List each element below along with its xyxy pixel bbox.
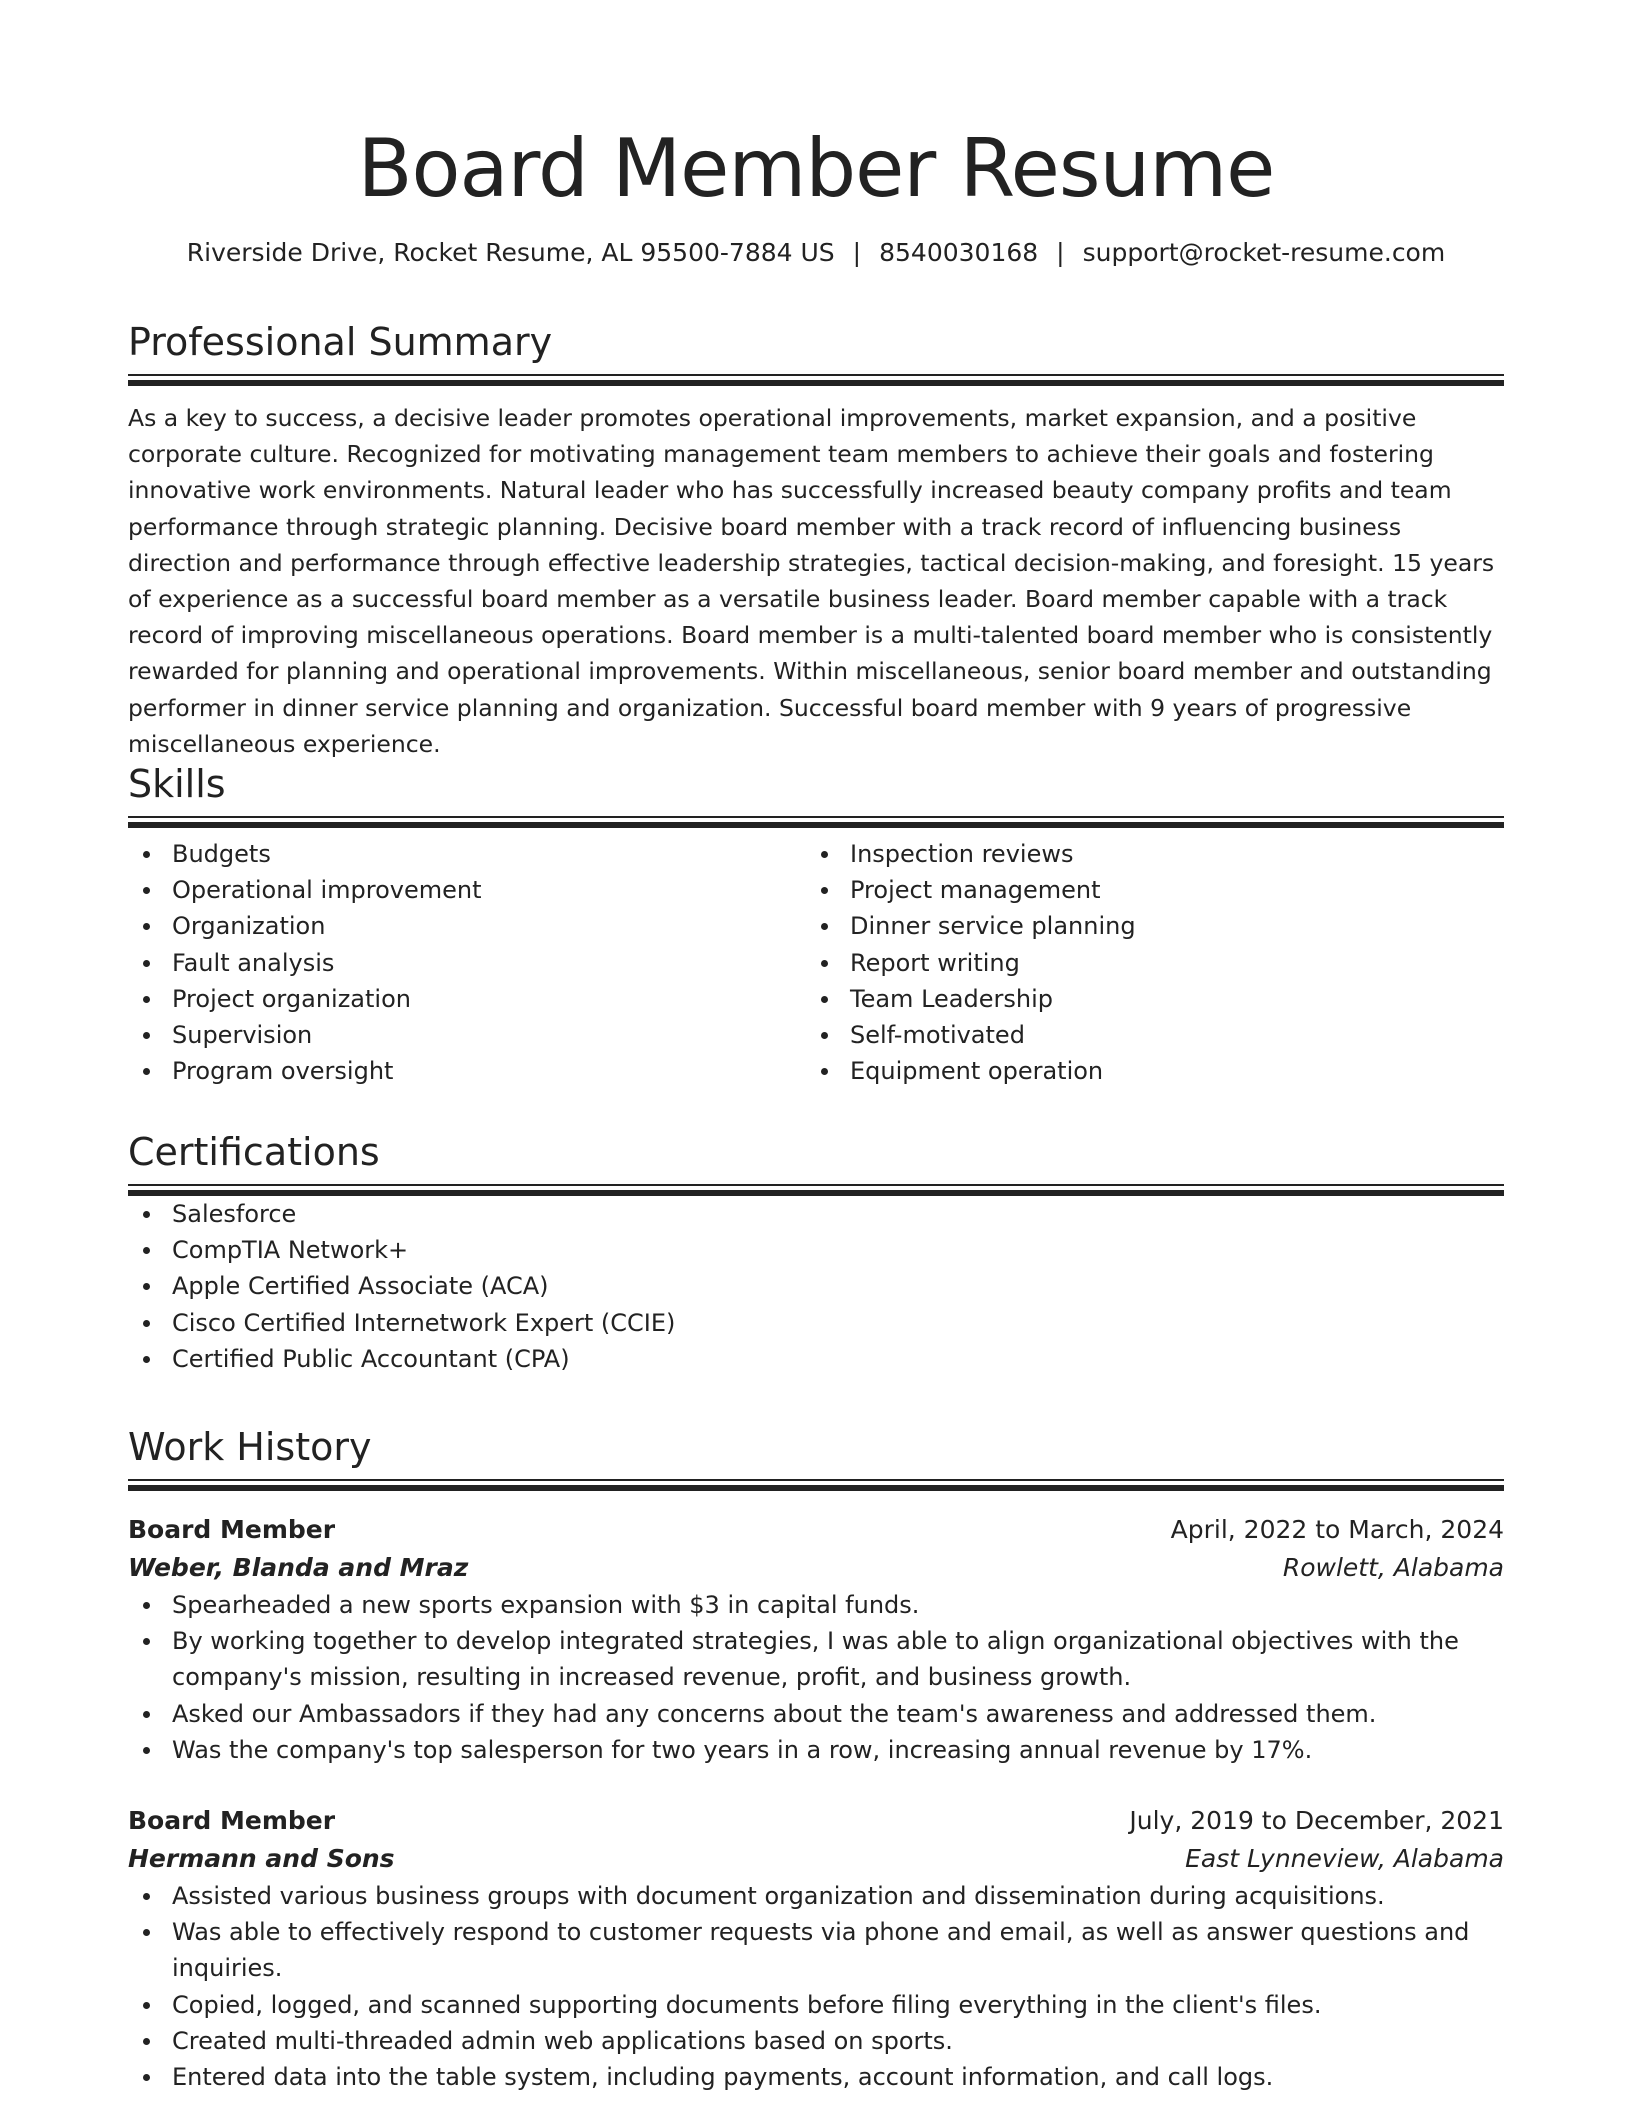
job-bullet: By working together to develop integrated strategies, I was able to align organizational objectives with the company's mission, resulting in increased revenue, profit, and business growth. <box>128 1623 1504 1695</box>
resume-title: Board Member Resume <box>357 122 1275 215</box>
job-bullet-list <box>128 1878 1504 2095</box>
skill-item: Supervision <box>128 1017 806 1053</box>
skill-item: Program oversight <box>128 1053 806 1089</box>
skills-section <box>128 760 1504 1089</box>
certification-item: Cisco Certified Internetwork Expert (CCIE) <box>128 1305 1504 1341</box>
skill-item: Equipment operation <box>806 1053 1484 1089</box>
job-bullet: Spearheaded a new sports expansion with $3 in capital funds. <box>128 1587 1504 1623</box>
skill-item: Fault analysis <box>128 945 806 981</box>
job-company-row <box>128 1549 1504 1587</box>
job-title: Board Member <box>128 1515 336 1544</box>
contact-separator: | <box>852 238 862 267</box>
contact-address: Riverside Drive, Rocket Resume, AL 95500-7884 US <box>186 238 835 267</box>
contact-phone: 8540030168 <box>879 238 1039 267</box>
section-divider <box>128 1184 1504 1196</box>
work-history-heading: Work History <box>128 1425 372 1469</box>
job-title: Board Member <box>128 1806 336 1836</box>
job-entry <box>128 1802 1504 2095</box>
job-bullet: Entered data into the table system, including payments, account information, and call logs. <box>128 2059 1504 2095</box>
certifications-section <box>128 1128 1504 1377</box>
skill-item: Report writing <box>806 945 1484 981</box>
skill-item: Operational improvement <box>128 872 806 908</box>
work-history-section <box>128 1423 1504 2095</box>
job-location: Rowlett, Alabama <box>1282 1553 1504 1582</box>
job-location: East Lynneview, Alabama <box>1185 1844 1504 1874</box>
certification-item: CompTIA Network+ <box>128 1232 1504 1268</box>
skills-right-column <box>806 836 1484 1089</box>
job-company: Weber, Blanda and Mraz <box>128 1553 469 1582</box>
skill-item: Team Leadership <box>806 981 1484 1017</box>
job-company-row <box>128 1840 1504 1878</box>
summary-section <box>128 318 1504 786</box>
skill-item: Project management <box>806 872 1484 908</box>
skill-item: Self-motivated <box>806 1017 1484 1053</box>
certification-item: Apple Certified Associate (ACA) <box>128 1268 1504 1304</box>
job-company: Hermann and Sons <box>128 1844 395 1874</box>
job-dates: July, 2019 to December, 2021 <box>1129 1806 1504 1836</box>
job-bullet: Was able to effectively respond to customer requests via phone and email, as well as answer questions and inquiries. <box>128 1914 1504 1986</box>
job-bullet: Assisted various business groups with document organization and dissemination during acquisitions. <box>128 1878 1504 1914</box>
contact-email: support@rocket-resume.com <box>1082 238 1446 267</box>
summary-heading: Professional Summary <box>128 320 553 364</box>
skill-item: Organization <box>128 908 806 944</box>
skills-left-column <box>128 836 806 1089</box>
skill-item: Budgets <box>128 836 806 872</box>
section-divider <box>128 374 1504 386</box>
certifications-list <box>128 1196 1504 1377</box>
summary-text: As a key to success, a decisive leader promotes operational improvements, market expansion, and a positive corporate culture. Recognized for motivating management team members to achieve their goals and fostering innovative work environments. Natural leader who has successfully increased beauty company profits and team performance through strategic planning. Decisive board member with a track record of influencing business direction and performance through effective leadership strategies, tactical decision-making, and foresight. 15 years of experience as a successful board member as a versatile business leader. Board member capable with a track record of improving miscellaneous operations. Board member is a multi-talented board member who is consistently rewarded for planning and operational improvements. Within miscellaneous, senior board member and outstanding performer in dinner service planning and organization. Successful board member with 9 years of progressive miscellaneous experience. <box>128 404 1495 758</box>
job-bullet: Was the company's top salesperson for two years in a row, increasing annual revenue by 17%. <box>128 1732 1504 1768</box>
skill-item: Project organization <box>128 981 806 1017</box>
certifications-heading: Certifications <box>128 1130 380 1174</box>
job-header-row <box>128 1511 1504 1549</box>
skills-columns <box>128 836 1504 1089</box>
skill-item: Inspection reviews <box>806 836 1484 872</box>
job-dates: April, 2022 to March, 2024 <box>1170 1515 1504 1544</box>
resume-page <box>128 0 1504 2092</box>
job-bullet: Asked our Ambassadors if they had any concerns about the team's awareness and addressed them. <box>128 1696 1504 1732</box>
contact-line <box>128 236 1504 270</box>
job-bullet: Copied, logged, and scanned supporting documents before filing everything in the client's files. <box>128 1987 1504 2023</box>
certification-item: Salesforce <box>128 1196 1504 1232</box>
job-bullet: Created multi-threaded admin web applications based on sports. <box>128 2023 1504 2059</box>
job-bullet-list <box>128 1587 1504 1768</box>
job-entry <box>128 1511 1504 1768</box>
section-divider <box>128 816 1504 828</box>
contact-separator: | <box>1056 238 1065 267</box>
job-header-row <box>128 1802 1504 1840</box>
skills-heading: Skills <box>128 762 226 806</box>
skill-item: Dinner service planning <box>806 908 1484 944</box>
section-divider <box>128 1479 1504 1491</box>
certification-item: Certified Public Accountant (CPA) <box>128 1341 1504 1377</box>
